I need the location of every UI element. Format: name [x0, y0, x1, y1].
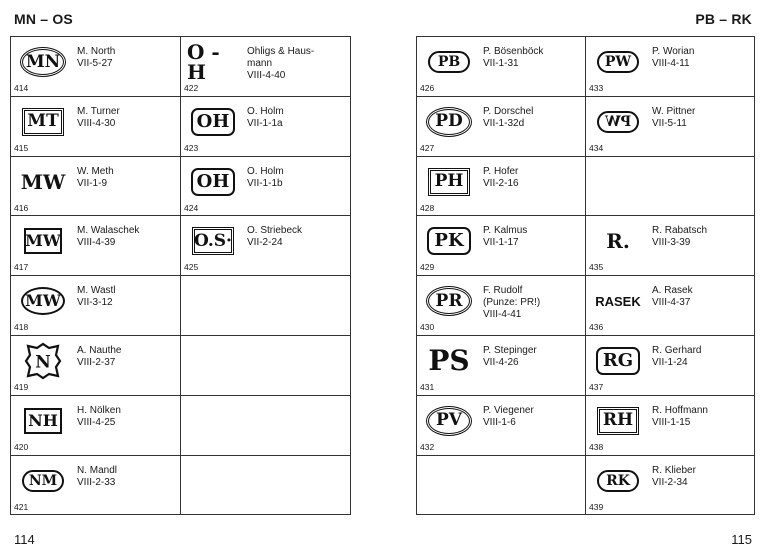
hallmark-mark: [187, 222, 239, 260]
hallmark-mark: [17, 163, 69, 201]
hallmark-info: P. Dorschel VII-1-32d: [483, 105, 534, 129]
pd-hallmark-icon: [426, 107, 472, 137]
hallmark-number: 424: [184, 202, 199, 213]
left-hallmark-table: [10, 36, 351, 515]
hallmark-mark: [423, 402, 475, 440]
hallmark-mark: [423, 222, 475, 260]
nm-hallmark-icon: [22, 470, 64, 492]
oh-hallmark-icon: [191, 108, 235, 136]
rasek-hallmark-icon: [592, 289, 644, 313]
hallmark-mark: [187, 40, 239, 84]
rh-hallmark-icon: [597, 407, 639, 435]
hallmark-mark: [17, 43, 69, 81]
empty-cell: [586, 156, 755, 216]
hallmark-cell: [11, 216, 181, 276]
wp-hallmark-icon: [597, 111, 639, 133]
hallmark-cell: [417, 395, 586, 455]
hallmark-number: 439: [589, 501, 604, 512]
hallmark-info: M. Turner VIII-4-30: [77, 105, 120, 129]
hallmark-cell: [11, 156, 181, 216]
hallmark-cell: [586, 276, 755, 336]
hallmark-number: 422: [184, 83, 199, 93]
hallmark-symbol: MW: [25, 291, 61, 311]
hallmark-symbol: PR: [435, 290, 463, 311]
hallmark-symbol: RG: [602, 349, 634, 371]
hallmark-symbol: RASEK: [595, 293, 641, 309]
table-row: [11, 37, 351, 97]
hallmark-symbol: RH: [602, 410, 634, 431]
hallmark-symbol: PW: [604, 54, 632, 70]
hallmark-info: A. Nauthe VIII-2-37: [77, 344, 122, 368]
oh-hallmark-icon: [191, 168, 235, 196]
pr-hallmark-icon: [426, 286, 472, 316]
hallmark-mark: [187, 103, 239, 141]
empty-cell: [181, 455, 351, 515]
hallmark-info: O. Holm VII-1-1b: [247, 165, 284, 189]
hallmark-info: F. Rudolf (Punze: PR!) VIII-4-41: [483, 285, 541, 321]
hallmark-mark: [423, 43, 475, 81]
hallmark-symbol: OH: [196, 110, 230, 132]
hallmark-mark: [423, 163, 475, 201]
hallmark-mark: [17, 402, 69, 440]
hallmark-info: Ohligs & Haus- mann VIII-4-40: [247, 46, 315, 81]
hallmark-number: 435: [589, 262, 604, 273]
table-row: [11, 156, 351, 216]
hallmark-cell: [11, 276, 181, 336]
hallmark-number: 421: [14, 501, 29, 512]
hallmark-number: 420: [14, 441, 29, 452]
empty-cell: [181, 395, 351, 455]
mt-hallmark-icon: [22, 108, 64, 136]
hallmark-info: R. Rabatsch VIII-3-39: [652, 225, 708, 249]
hallmark-symbol: PB: [437, 54, 461, 70]
table-row: [417, 216, 755, 276]
hallmark-symbol: PH: [434, 171, 464, 192]
hallmark-symbol: MW: [20, 169, 66, 194]
hallmark-cell: [586, 37, 755, 97]
hallmark-symbol: NH: [28, 410, 58, 430]
hallmark-cell: [586, 96, 755, 156]
hallmark-cell: [586, 395, 755, 455]
hallmark-info: P. Viegener VIII-1-6: [483, 404, 534, 428]
pb-hallmark-icon: [428, 51, 470, 73]
hallmark-mark: [592, 402, 644, 440]
right-page-number: 115: [731, 532, 752, 547]
mw-hallmark-icon: [17, 167, 69, 197]
hallmark-mark: [592, 342, 644, 380]
hallmark-cell: [586, 455, 755, 515]
pv-hallmark-icon: [426, 406, 472, 436]
hallmark-info: P. Kalmus VII-1-17: [483, 225, 528, 249]
hallmark-symbol: N: [35, 352, 51, 373]
nh-hallmark-icon: [24, 408, 62, 434]
rk-hallmark-icon: [597, 470, 639, 492]
left-page-header: MN – OS: [14, 11, 73, 27]
hallmark-cell: [417, 276, 586, 336]
hallmark-info: P. Bösenböck VII-1-31: [483, 46, 544, 69]
hallmark-symbol: PK: [434, 230, 464, 252]
ps-hallmark-icon: [423, 344, 475, 378]
hallmark-symbol: MW: [25, 231, 61, 251]
hallmark-mark: [592, 103, 644, 141]
table-row: [11, 276, 351, 336]
hallmark-number: 425: [184, 262, 199, 273]
hallmark-cell: [586, 335, 755, 395]
hallmark-cell: [417, 96, 586, 156]
table-row: [417, 276, 755, 336]
empty-cell: [417, 455, 586, 515]
empty-cell: [181, 335, 351, 395]
hallmark-mark: [592, 282, 644, 320]
hallmark-number: 418: [14, 322, 29, 333]
hallmark-symbol: PV: [436, 410, 462, 431]
hallmark-mark: [423, 103, 475, 141]
hallmark-symbol: PS: [428, 343, 470, 377]
hallmark-number: 429: [420, 262, 435, 273]
os-hallmark-icon: [192, 227, 234, 255]
hallmark-cell: [181, 156, 351, 216]
hallmark-info: W. Pittner VII-5-11: [652, 105, 696, 129]
table-row: [417, 96, 755, 156]
hallmark-cell: [11, 37, 181, 97]
hallmark-info: N. Mandl VIII-2-33: [77, 464, 118, 488]
hallmark-number: 437: [589, 381, 604, 392]
right-hallmark-table: [416, 36, 755, 515]
hallmark-info: P. Worian VIII-4-11: [652, 46, 695, 69]
hallmark-info: P. Stepinger VII-4-26: [483, 344, 537, 368]
hallmark-info: M. Walaschek VIII-4-39: [77, 225, 140, 249]
left-page-number: 114: [14, 532, 35, 547]
hallmark-cell: [11, 395, 181, 455]
r-hallmark-icon: [592, 226, 644, 256]
hallmark-info: R. Klieber VII-2-34: [652, 464, 696, 488]
hallmark-cell: [181, 216, 351, 276]
hallmark-cell: [417, 37, 586, 97]
hallmark-mark: [187, 163, 239, 201]
table-row: [417, 395, 755, 455]
hallmark-info: M. North VII-5-27: [77, 46, 116, 69]
table-row: [417, 335, 755, 395]
hallmark-mark: [592, 222, 644, 260]
hallmark-number: 434: [589, 142, 604, 153]
hallmark-symbol: MT: [27, 111, 59, 132]
hallmark-mark: [17, 342, 69, 380]
hallmark-symbol: O - H: [187, 40, 220, 84]
hallmark-info: H. Nölken VIII-4-25: [77, 404, 121, 428]
hallmark-mark: [423, 342, 475, 380]
hallmark-number: 419: [14, 381, 29, 392]
hallmark-info: R. Gerhard VII-1-24: [652, 344, 702, 368]
hallmark-mark: [17, 462, 69, 500]
hallmark-symbol: O.S·: [194, 230, 232, 251]
hallmark-cell: [586, 216, 755, 276]
table-row: [417, 455, 755, 515]
hallmark-number: 423: [184, 142, 199, 153]
ph-hallmark-icon: [428, 168, 470, 196]
mw-hallmark-icon: [24, 228, 62, 254]
pk-hallmark-icon: [427, 227, 471, 255]
hallmark-info: A. Rasek VIII-4-37: [652, 285, 693, 309]
hallmark-symbol: OH: [196, 170, 230, 192]
hallmark-cell: [417, 335, 586, 395]
n-hallmark-icon: [24, 342, 62, 380]
hallmark-info: O. Holm VII-1-1a: [247, 105, 284, 129]
hallmark-cell: [181, 96, 351, 156]
rg-hallmark-icon: [596, 347, 640, 375]
hallmark-number: 414: [14, 83, 29, 93]
o-h-hallmark-icon: [187, 40, 239, 84]
table-row: [11, 216, 351, 276]
empty-cell: [181, 276, 351, 336]
hallmark-number: 416: [14, 202, 29, 213]
hallmark-cell: [11, 335, 181, 395]
hallmark-symbol: PD: [435, 111, 463, 132]
hallmark-number: 427: [420, 142, 435, 153]
hallmark-number: 415: [14, 142, 29, 153]
table-row: [417, 37, 755, 97]
right-page-header: PB – RK: [695, 11, 752, 27]
hallmark-number: 430: [420, 322, 435, 333]
hallmark-info: R. Hoffmann VIII-1-15: [652, 404, 708, 428]
hallmark-number: 428: [420, 202, 435, 213]
hallmark-cell: [181, 37, 351, 97]
hallmark-mark: [17, 282, 69, 320]
hallmark-info: P. Hofer VII-2-16: [483, 165, 519, 189]
table-row: [11, 455, 351, 515]
hallmark-cell: [11, 96, 181, 156]
hallmark-number: 433: [589, 83, 604, 93]
hallmark-mark: [592, 462, 644, 500]
hallmark-symbol: RK: [606, 472, 630, 489]
pw-hallmark-icon: [597, 51, 639, 73]
hallmark-mark: [423, 282, 475, 320]
table-row: [11, 395, 351, 455]
hallmark-mark: [17, 222, 69, 260]
hallmark-symbol: R.: [606, 229, 630, 254]
hallmark-symbol: NM: [28, 472, 58, 489]
table-row: [417, 156, 755, 216]
mn-hallmark-icon: [20, 47, 66, 77]
hallmark-number: 431: [420, 381, 435, 392]
hallmark-cell: [417, 156, 586, 216]
hallmark-symbol: PW: [604, 113, 632, 130]
hallmark-symbol: MN: [25, 51, 61, 72]
hallmark-number: 417: [14, 262, 29, 273]
hallmark-mark: [17, 103, 69, 141]
mw-hallmark-icon: [21, 287, 65, 315]
hallmark-number: 432: [420, 441, 435, 452]
hallmark-info: O. Striebeck VII-2-24: [247, 225, 303, 249]
hallmark-number: 438: [589, 441, 604, 452]
table-row: [11, 335, 351, 395]
table-row: [11, 96, 351, 156]
hallmark-cell: [11, 455, 181, 515]
hallmark-cell: [417, 216, 586, 276]
hallmark-number: 426: [420, 83, 435, 93]
hallmark-number: 436: [589, 322, 604, 333]
hallmark-info: W. Meth VII-1-9: [77, 165, 114, 189]
hallmark-mark: [592, 43, 644, 81]
hallmark-info: M. Wastl VII-3-12: [77, 285, 116, 309]
